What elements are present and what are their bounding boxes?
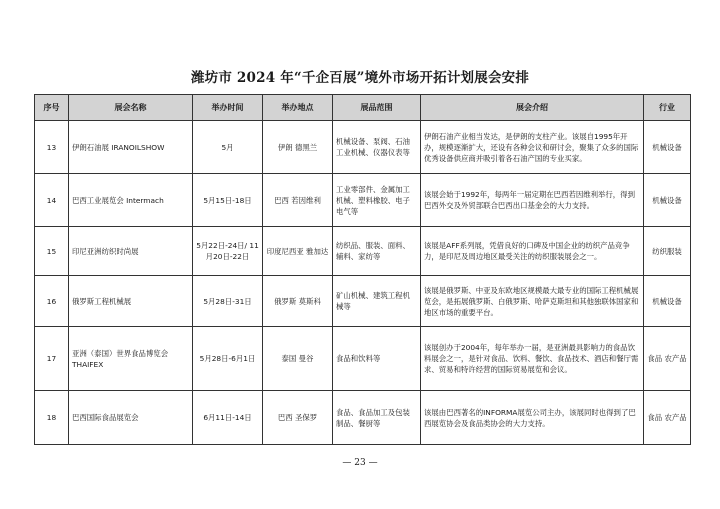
document-title: 潍坊市 2024 年“千企百展”境外市场开拓计划展会安排 <box>190 70 530 86</box>
cell-time: 5月 <box>193 121 263 174</box>
cell-scope: 食品和饮料等 <box>333 327 421 391</box>
cell-place: 伊朗 德黑兰 <box>263 121 333 174</box>
page-number: — 23 — <box>342 458 378 468</box>
cell-industry: 食品 农产品 <box>644 327 691 391</box>
cell-industry: 机械设备 <box>644 174 691 227</box>
cell-time: 5月15日-18日 <box>193 174 263 227</box>
cell-time: 6月11日-14日 <box>193 391 263 445</box>
cell-scope: 纺织品、服装、面料、辅料、家纺等 <box>333 227 421 276</box>
cell-time: 5月28日-31日 <box>193 276 263 327</box>
cell-place: 巴西 圣保罗 <box>263 391 333 445</box>
cell-no: 13 <box>35 121 69 174</box>
table-row <box>35 327 691 391</box>
header-scope: 展品范围 <box>333 95 421 121</box>
cell-place: 印度尼西亚 雅加达 <box>263 227 333 276</box>
cell-name: 印尼亚洲纺织时尚展 <box>69 227 193 276</box>
cell-no: 17 <box>35 327 69 391</box>
cell-industry: 食品 农产品 <box>644 391 691 445</box>
table-row <box>35 391 691 445</box>
cell-intro: 该展是AFF系列展，凭借良好的口碑及中国企业的纺织产品竞争力，是印尼及周边地区最受关注的纺织服装展会之一。 <box>421 227 644 276</box>
cell-time: 5月28日-6月1日 <box>193 327 263 391</box>
cell-industry: 纺织服装 <box>644 227 691 276</box>
cell-scope: 矿山机械、建筑工程机械等 <box>333 276 421 327</box>
table-row <box>35 276 691 327</box>
cell-no: 16 <box>35 276 69 327</box>
cell-name: 俄罗斯工程机械展 <box>69 276 193 327</box>
cell-name: 巴西国际食品展览会 <box>69 391 193 445</box>
cell-name: 巴西工业展览会 Intermach <box>69 174 193 227</box>
cell-time: 5月22日-24日/ 11月20日-22日 <box>193 227 263 276</box>
header-name: 展会名称 <box>69 95 193 121</box>
cell-industry: 机械设备 <box>644 121 691 174</box>
cell-no: 14 <box>35 174 69 227</box>
cell-place: 泰国 曼谷 <box>263 327 333 391</box>
table-header-row <box>35 95 691 121</box>
table-row <box>35 227 691 276</box>
cell-intro: 该展是俄罗斯、中亚及东欧地区规模最大最专业的国际工程机械展览会，是拓展俄罗斯、白俄罗斯、哈萨克斯坦和其他独联体国家和地区市场的重要平台。 <box>421 276 644 327</box>
cell-intro: 伊朗石油产业相当发达，是伊朗的支柱产业。该展自1995年开办，规模逐渐扩大，还设有各种会议和研讨会，聚集了众多的国际优秀设备供应商并吸引着各石油产国的专业买家。 <box>421 121 644 174</box>
cell-scope: 工业零部件、金属加工机械、塑料橡胶、电子电气等 <box>333 174 421 227</box>
header-time: 举办时间 <box>193 95 263 121</box>
cell-intro: 该展会始于1992年，每两年一届定期在巴西若因维利举行，得到巴西外交及外贸部联合巴西出口基金会的大力支持。 <box>421 174 644 227</box>
header-place: 举办地点 <box>263 95 333 121</box>
header-intro: 展会介绍 <box>421 95 644 121</box>
cell-intro: 该展由巴西著名的INFORMA展览公司主办，该展同时也得到了巴西展览协会及食品类协会的大力支持。 <box>421 391 644 445</box>
cell-place: 俄罗斯 莫斯科 <box>263 276 333 327</box>
header-industry: 行业 <box>644 95 691 121</box>
cell-no: 18 <box>35 391 69 445</box>
cell-name: 伊朗石油展 IRANOILSHOW <box>69 121 193 174</box>
table-row <box>35 174 691 227</box>
cell-name: 亚洲（泰国）世界食品博览会 THAIFEX <box>69 327 193 391</box>
exhibition-schedule-table <box>34 94 691 445</box>
cell-no: 15 <box>35 227 69 276</box>
header-no: 序号 <box>35 95 69 121</box>
cell-industry: 机械设备 <box>644 276 691 327</box>
cell-scope: 食品、食品加工及包装制品、餐厨等 <box>333 391 421 445</box>
cell-scope: 机械设备、泵阀、石油工业机械、仪器仪表等 <box>333 121 421 174</box>
cell-place: 巴西 若因维利 <box>263 174 333 227</box>
table-row <box>35 121 691 174</box>
cell-intro: 该展创办于2004年，每年举办一届，是亚洲最具影响力的食品饮料展会之一，是针对食品、饮料、餐饮、食品技术、酒店和餐厅需求、贸易和特许经营的国际贸易展览和会议。 <box>421 327 644 391</box>
